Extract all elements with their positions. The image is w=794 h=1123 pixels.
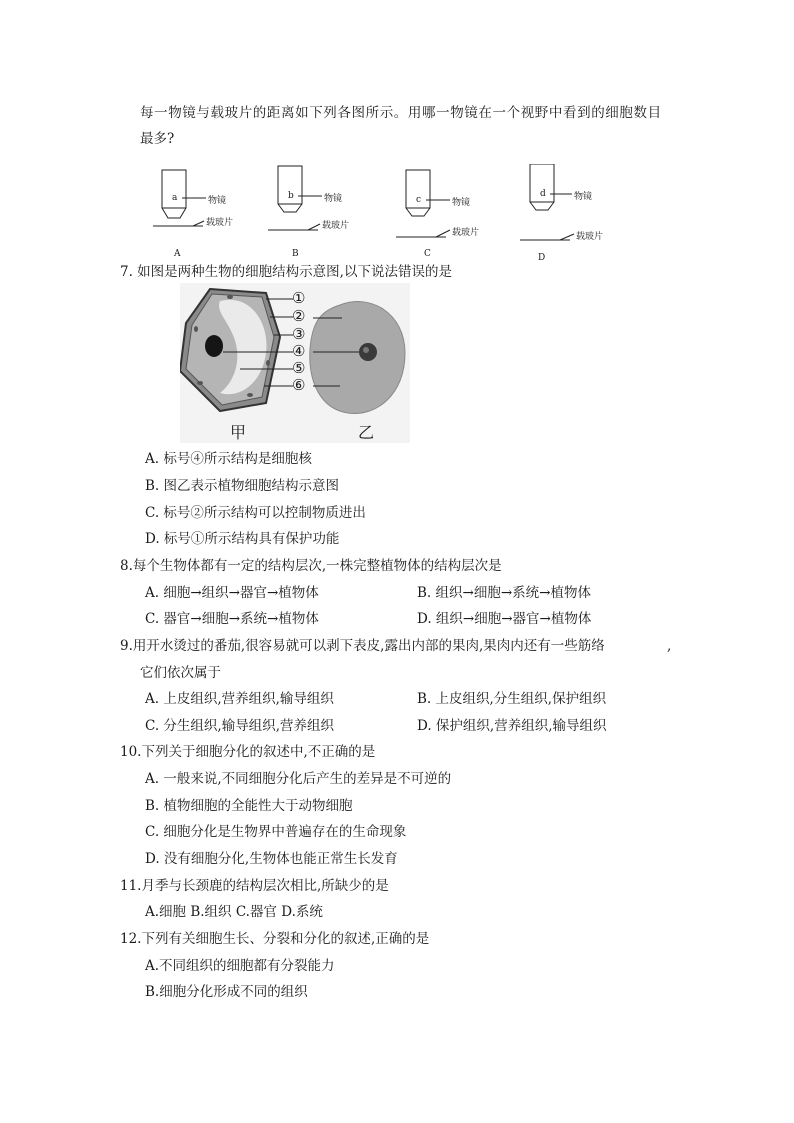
fig-label-1: ① (292, 289, 306, 307)
lens-c-figure (396, 170, 450, 237)
q9-option-d: D. 保护组织,营养组织,输导组织 (417, 718, 607, 734)
q9-option-b: B. 上皮组织,分生组织,保护组织 (417, 691, 607, 707)
lens-d-objective-label: 物镜 (574, 192, 593, 202)
fig-label-3: ③ (292, 325, 306, 343)
lens-b-slide-label: 载玻片 (322, 221, 350, 231)
lens-d-option: D (538, 253, 546, 263)
q6-stem-line2: 最多? (140, 131, 175, 147)
q6-stem-line1: 每一物镜与载玻片的距离如下列各图所示。用哪一物镜在一个视野中看到的细胞数目 (140, 105, 662, 121)
q8-option-c: C. 器官→细胞→系统→植物体 (145, 611, 319, 627)
q8-option-a: A. 细胞→组织→器官→植物体 (145, 585, 319, 601)
lens-c-objective-label: 物镜 (452, 198, 471, 208)
plant-nucleus (205, 335, 223, 357)
q8-option-b: B. 组织→细胞→系统→植物体 (417, 585, 591, 601)
lens-d-mark: d (540, 189, 546, 199)
lens-b-figure (268, 166, 322, 230)
lens-b-mark: b (288, 191, 294, 201)
q9-stem: 9.用开水烫过的番茄,很容易就可以剥下表皮,露出内部的果肉,果肉内还有一些筋络 (120, 638, 605, 654)
q9-option-a: A. 上皮组织,营养组织,输导组织 (145, 691, 334, 707)
q7-stem: 7. 如图是两种生物的细胞结构示意图,以下说法错误的是 (120, 264, 452, 280)
lens-d-slide-label: 载玻片 (576, 232, 604, 242)
q10-stem: 10.下列关于细胞分化的叙述中,不正确的是 (120, 744, 376, 760)
q12-option-b: B.细胞分化形成不同的组织 (145, 984, 308, 1000)
q9-option-c: C. 分生组织,输导组织,营养组织 (145, 718, 335, 734)
lens-b-objective-label: 物镜 (324, 194, 343, 204)
q12-option-a: A.不同组织的细胞都有分裂能力 (145, 958, 335, 974)
lens-a-figure (153, 170, 206, 226)
lens-c-slide-label: 载玻片 (452, 228, 480, 238)
q12-stem: 12.下列有关细胞生长、分裂和分化的叙述,正确的是 (120, 931, 430, 947)
q10-option-a: A. 一般来说,不同细胞分化后产生的差异是不可逆的 (145, 771, 452, 787)
lens-a-mark: a (172, 193, 178, 203)
q9-stem-comma: , (667, 638, 672, 654)
lens-c-mark: c (416, 195, 422, 205)
q8-stem: 8.每个生物体都有一定的结构层次,一株完整植物体的结构层次是 (120, 558, 502, 574)
fig-label-2: ② (292, 307, 306, 325)
label-jia: 甲 (230, 423, 247, 442)
label-yi: 乙 (358, 423, 375, 442)
q9-stem-line2: 它们依次属于 (140, 665, 221, 681)
lens-d-figure (520, 164, 574, 240)
q11-stem: 11.月季与长颈鹿的结构层次相比,所缺少的是 (120, 878, 389, 894)
q10-option-b: B. 植物细胞的全能性大于动物细胞 (145, 798, 353, 814)
q10-option-d: D. 没有细胞分化,生物体也能正常生长发育 (145, 851, 398, 867)
q8-option-d: D. 组织→细胞→器官→植物体 (417, 611, 592, 627)
objective-lens-figure (148, 164, 688, 264)
lens-c-option: C (424, 249, 431, 259)
q11-options: A.细胞 B.组织 C.器官 D.系统 (145, 904, 323, 920)
q10-option-c: C. 细胞分化是生物界中普遍存在的生命现象 (145, 824, 407, 840)
q7-option-b: B. 图乙表示植物细胞结构示意图 (145, 478, 340, 494)
lens-b-option: B (292, 249, 299, 259)
lens-a-slide-label: 载玻片 (206, 218, 234, 228)
fig-label-6: ⑥ (292, 376, 306, 394)
q7-option-c: C. 标号②所示结构可以控制物质进出 (145, 505, 366, 521)
lens-a-objective-label: 物镜 (208, 196, 227, 206)
fig-label-4: ④ (292, 342, 306, 360)
q7-option-a: A. 标号④所示结构是细胞核 (145, 451, 312, 467)
fig-label-5: ⑤ (292, 359, 306, 377)
q7-option-d: D. 标号①所示结构具有保护功能 (145, 531, 340, 547)
lens-a-option: A (174, 249, 181, 259)
